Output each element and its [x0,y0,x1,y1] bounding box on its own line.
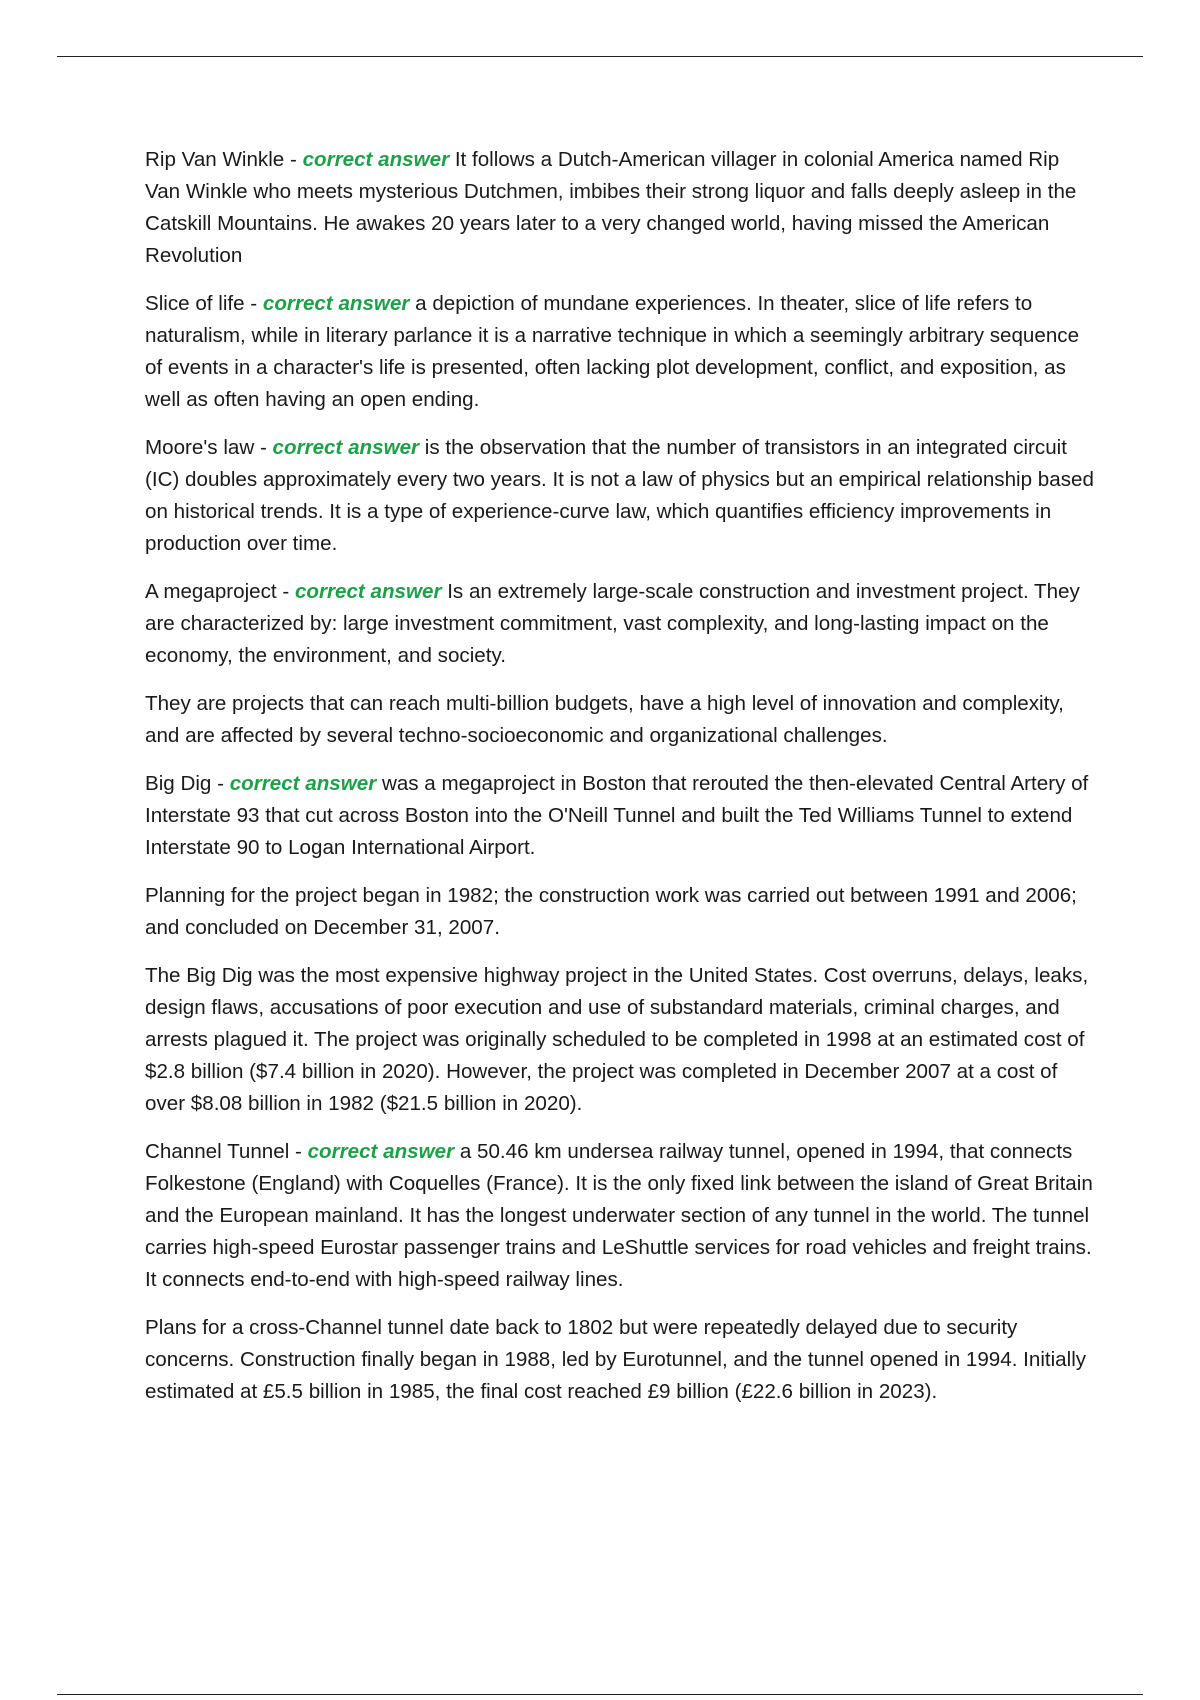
correct-answer-label: correct answer [272,436,420,459]
document-body [145,144,1095,1424]
entry-definition: a depiction of mundane experiences. In theater, slice of life refers to naturalism, while in literary parlance it is a narrative technique in which a seemingly arbitrary sequence of events in a character's life is presented, often lacking plot development, conflict, and exposition, as well as often having an open ending. [145,292,1080,411]
entry-term: Channel Tunnel - [145,1140,308,1163]
entry-rip-van-winkle [145,144,1095,272]
entry-definition: is the observation that the number of transistors in an integrated circuit (IC) doubles approximately every two years. It is not a law of physics but an empirical relationship based on historical trends. It is a type of experience-curve law, which quantifies efficiency improvements in production over time. [145,436,1094,555]
entry-definition: It follows a Dutch-American villager in colonial America named Rip Van Winkle who meets mysterious Dutchmen, imbibes their strong liquor and falls deeply asleep in the Catskill Mountains. He awakes 20 years later to a very changed world, having missed the American Revolution [145,148,1077,267]
entry-megaproject [145,576,1095,672]
correct-answer-label: correct answer [294,580,442,603]
big-dig-planning-paragraph: Planning for the project began in 1982; the construction work was carried out between 1991 and 2006; and concluded on December 31, 2007. [145,884,1077,939]
entry-term: Slice of life - [145,292,263,315]
bottom-divider [57,1694,1143,1695]
entry-moores-law [145,432,1095,560]
correct-answer-label: correct answer [307,1140,455,1163]
correct-answer-label: correct answer [302,148,450,171]
entry-definition: was a megaproject in Boston that rerouted the then-elevated Central Artery of Interstate 93 that cut across Boston into the O'Neill Tunnel and built the Ted Williams Tunnel to extend Interstate 90 to Logan International Airport. [145,772,1089,859]
entry-definition: Is an extremely large-scale construction and investment project. They are characterized by: large investment commitment, vast complexity, and long-lasting impact on the economy, the environment, and society. [145,580,1080,667]
entry-definition: a 50.46 km undersea railway tunnel, opened in 1994, that connects Folkestone (England) with Coquelles (France). It is the only fixed link between the island of Great Britain and the European mainland. It has the longest underwater section of any tunnel in the world. The tunnel carries high-speed Eurostar passenger trains and LeShuttle services for road vehicles and freight trains. It connects end-to-end with high-speed railway lines. [145,1140,1093,1291]
entry-big-dig [145,768,1095,864]
top-divider [57,56,1143,57]
big-dig-cost-paragraph: The Big Dig was the most expensive highway project in the United States. Cost overruns, delays, leaks, design flaws, accusations of poor execution and use of substandard materials, criminal charges, and arrests plagued it. The project was originally scheduled to be completed in 1998 at an estimated cost of $2.8 billion ($7.4 billion in 2020). However, the project was completed in December 2007 at a cost of over $8.08 billion in 1982 ($21.5 billion in 2020). [145,964,1089,1115]
channel-tunnel-history-paragraph: Plans for a cross-Channel tunnel date back to 1802 but were repeatedly delayed due to security concerns. Construction finally began in 1988, led by Eurotunnel, and the tunnel opened in 1994. Initially estimated at £5.5 billion in 1985, the final cost reached £9 billion (£22.6 billion in 2023). [145,1316,1087,1403]
entry-term: Big Dig - [145,772,230,795]
correct-answer-label: correct answer [229,772,377,795]
entry-term: A megaproject - [145,580,295,603]
correct-answer-label: correct answer [262,292,410,315]
entry-channel-tunnel [145,1136,1095,1296]
entry-slice-of-life [145,288,1095,416]
entry-term: Moore's law - [145,436,273,459]
megaproject-continuation-paragraph: They are projects that can reach multi-billion budgets, have a high level of innovation and complexity, and are affected by several techno-socioeconomic and organizational challenges. [145,692,1064,747]
entry-term: Rip Van Winkle - [145,148,303,171]
